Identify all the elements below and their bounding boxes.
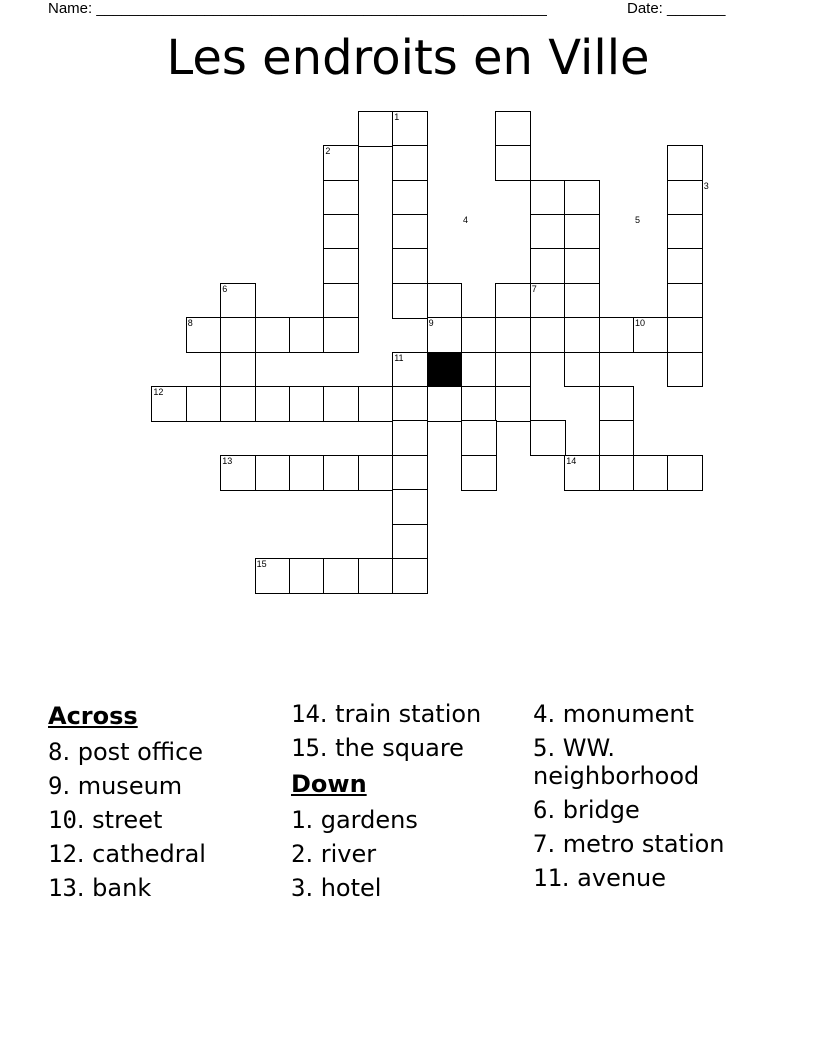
grid-cell[interactable]	[392, 489, 428, 525]
clue-number: 8	[187, 318, 193, 329]
page-title: Les endroits en Ville	[166, 30, 650, 86]
clue-down-4: 4. monument	[533, 700, 694, 728]
grid-cell[interactable]	[495, 352, 531, 388]
grid-cell[interactable]	[667, 455, 703, 491]
grid-cell[interactable]	[599, 455, 635, 491]
grid-cell[interactable]	[427, 283, 463, 319]
grid-cell[interactable]	[461, 455, 497, 491]
clue-column-3	[533, 700, 768, 898]
clue-across-10: 10. street	[48, 806, 163, 834]
clue-number: 15	[256, 558, 267, 569]
grid-cell[interactable]	[255, 386, 291, 422]
grid-cell[interactable]	[323, 317, 359, 353]
grid-cell[interactable]	[323, 558, 359, 594]
clue-number: 1	[394, 111, 400, 122]
clue-across-15: 15. the square	[291, 734, 464, 762]
clue-across-9: 9. museum	[48, 772, 183, 800]
clue-number: 9	[428, 318, 434, 329]
grid-cell[interactable]	[667, 317, 703, 353]
grid-cell[interactable]	[599, 386, 635, 422]
grid-cell[interactable]	[358, 558, 394, 594]
clue-number: 13	[222, 455, 233, 466]
grid-cell[interactable]	[392, 420, 428, 456]
clue-down-6: 6. bridge	[533, 796, 640, 824]
grid-cell[interactable]	[358, 455, 394, 491]
grid-cell[interactable]	[220, 317, 256, 353]
grid-block	[427, 352, 463, 388]
grid-cell[interactable]	[323, 283, 359, 319]
grid-cell[interactable]	[495, 111, 531, 147]
across-heading: Across	[48, 702, 138, 730]
grid-cell[interactable]	[289, 386, 325, 422]
grid-cell[interactable]	[495, 283, 531, 319]
down-heading: Down	[291, 770, 367, 798]
clue-across-14: 14. train station	[291, 700, 482, 728]
clue-number: 12	[153, 386, 164, 397]
clue-down-2: 2. river	[291, 840, 377, 868]
grid-cell[interactable]	[599, 420, 635, 456]
clue-down-3: 3. hotel	[291, 874, 382, 902]
grid-cell[interactable]	[530, 180, 566, 216]
grid-cell[interactable]	[392, 558, 428, 594]
clue-number: 10	[635, 318, 646, 329]
grid-cell[interactable]	[358, 386, 394, 422]
grid-cell[interactable]	[530, 420, 566, 456]
grid-cell[interactable]	[633, 455, 669, 491]
grid-cell[interactable]	[564, 248, 600, 284]
clue-number: 7	[531, 283, 537, 294]
name-field-label: Name: ______________________________________________________	[48, 0, 547, 17]
grid-cell[interactable]	[392, 455, 428, 491]
clue-across-8: 8. post office	[48, 738, 204, 766]
clue-column-2	[291, 700, 521, 908]
clue-number: 3	[703, 180, 709, 191]
grid-cell[interactable]	[495, 386, 531, 422]
grid-cell[interactable]	[392, 386, 428, 422]
grid-cell[interactable]	[427, 386, 463, 422]
grid-cell[interactable]	[392, 248, 428, 284]
clue-down-7: 7. metro station	[533, 830, 725, 858]
grid-cell[interactable]	[564, 352, 600, 388]
grid-cell[interactable]	[255, 455, 291, 491]
clue-number: 11	[394, 352, 404, 363]
clue-down-1: 1. gardens	[291, 806, 418, 834]
grid-cell[interactable]	[289, 558, 325, 594]
grid-cell[interactable]	[323, 248, 359, 284]
grid-cell[interactable]	[667, 352, 703, 388]
grid-cell[interactable]	[461, 317, 497, 353]
grid-cell[interactable]	[564, 283, 600, 319]
grid-cell[interactable]	[495, 317, 531, 353]
grid-cell[interactable]	[667, 180, 703, 216]
grid-cell[interactable]	[289, 317, 325, 353]
grid-cell[interactable]	[186, 386, 222, 422]
grid-cell[interactable]	[461, 420, 497, 456]
grid-cell[interactable]	[530, 317, 566, 353]
grid-cell[interactable]	[323, 214, 359, 250]
grid-cell[interactable]	[392, 214, 428, 250]
grid-cell[interactable]	[323, 180, 359, 216]
grid-cell[interactable]	[530, 214, 566, 250]
grid-cell[interactable]	[220, 352, 256, 388]
grid-cell[interactable]	[495, 145, 531, 181]
grid-cell[interactable]	[392, 283, 428, 319]
grid-cell[interactable]	[220, 386, 256, 422]
grid-cell[interactable]	[564, 214, 600, 250]
clue-number: 2	[325, 146, 331, 157]
clue-down-11: 11. avenue	[533, 864, 667, 892]
grid-cell[interactable]	[461, 386, 497, 422]
clue-across-12: 12. cathedral	[48, 840, 206, 868]
grid-cell[interactable]	[392, 524, 428, 560]
grid-cell[interactable]	[667, 248, 703, 284]
clue-number: 6	[222, 283, 228, 294]
clue-number: 14	[566, 455, 577, 466]
grid-cell[interactable]	[667, 145, 703, 181]
grid-cell[interactable]	[358, 111, 394, 147]
clue-number: 5	[635, 214, 641, 225]
grid-cell[interactable]	[392, 145, 428, 181]
grid-cell[interactable]	[564, 180, 600, 216]
grid-cell[interactable]	[255, 317, 291, 353]
grid-cell[interactable]	[323, 386, 359, 422]
grid-cell[interactable]	[323, 455, 359, 491]
grid-cell[interactable]	[392, 180, 428, 216]
grid-cell[interactable]	[461, 352, 497, 388]
grid-cell[interactable]	[289, 455, 325, 491]
clue-column-1	[48, 700, 283, 908]
date-field-label: Date: _______	[627, 0, 726, 17]
clue-across-13: 13. bank	[48, 874, 152, 902]
grid-cell[interactable]	[667, 283, 703, 319]
grid-cell[interactable]	[530, 248, 566, 284]
grid-cell[interactable]	[667, 214, 703, 250]
clue-down-5: 5. WW. neighborhood	[533, 734, 700, 790]
grid-cell[interactable]	[599, 317, 635, 353]
clue-number: 4	[463, 214, 469, 225]
grid-cell[interactable]	[564, 317, 600, 353]
